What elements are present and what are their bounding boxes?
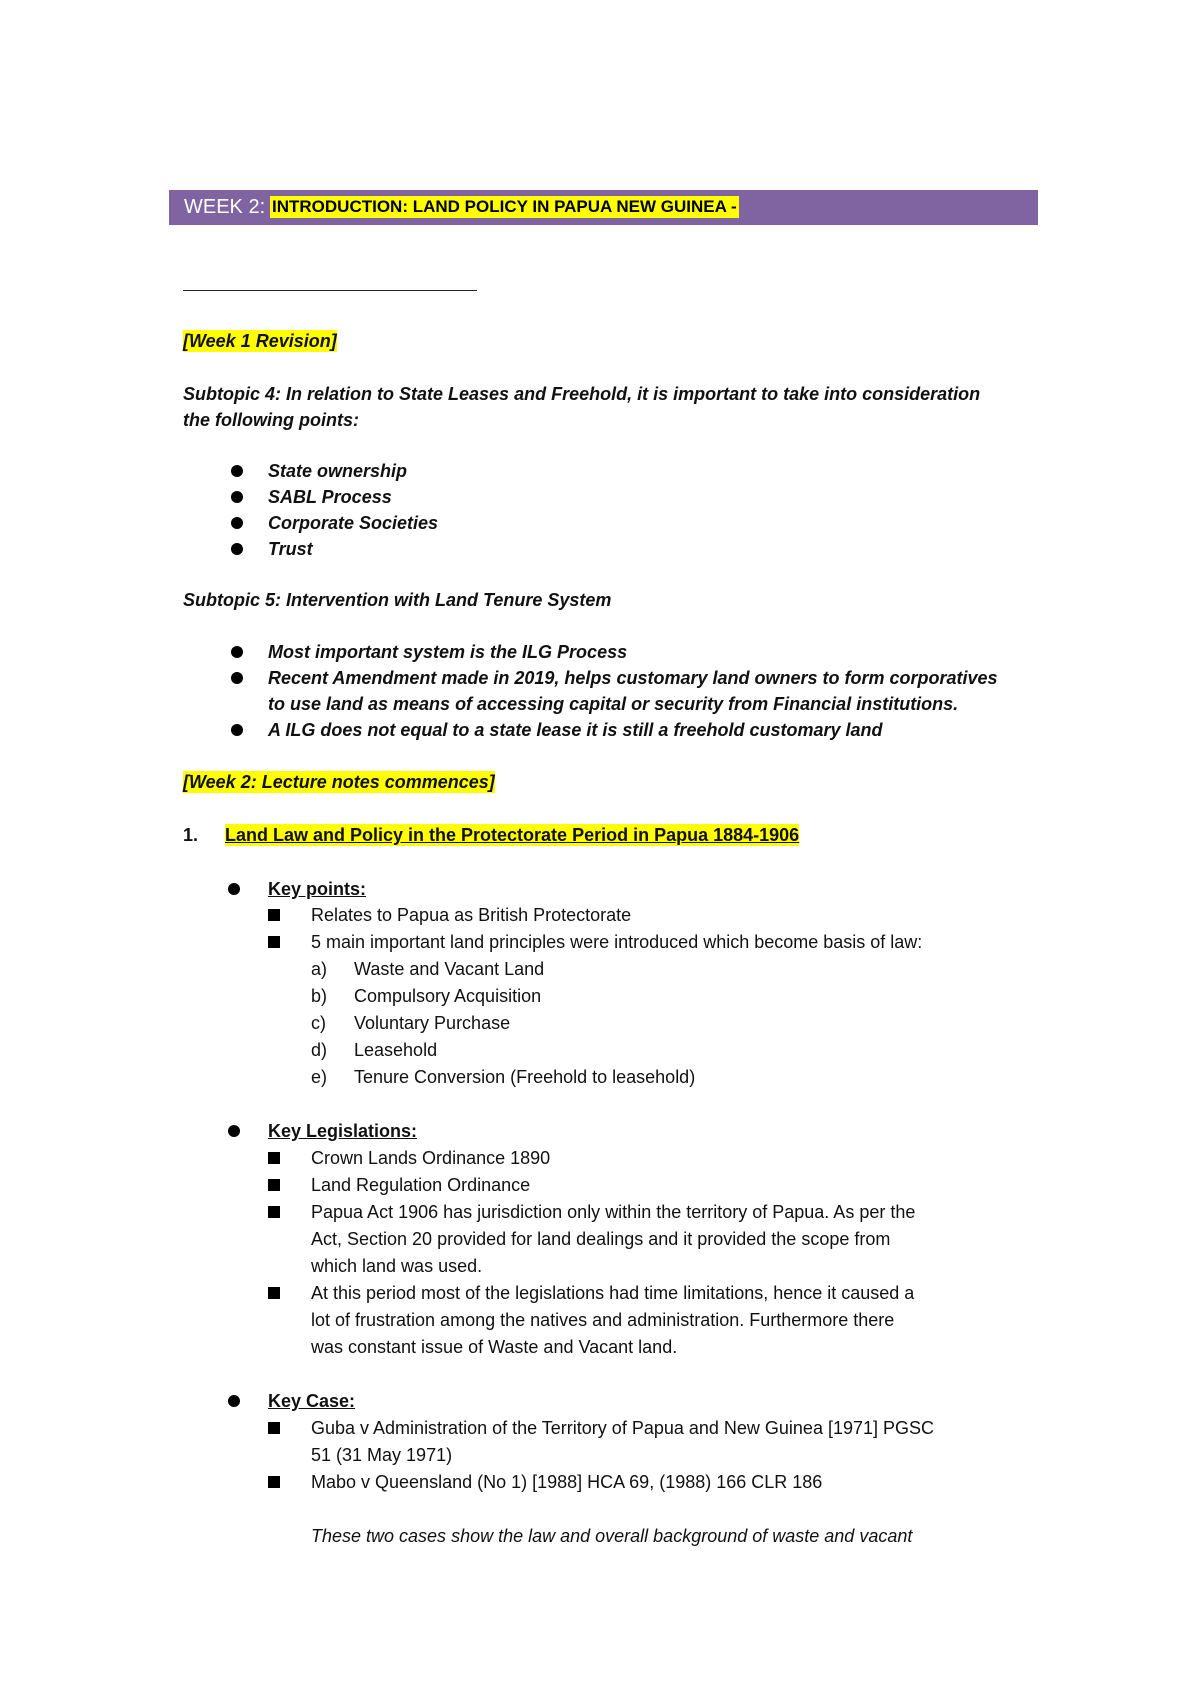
bullet-icon [231,724,243,736]
principle-letter: d) [311,1040,328,1060]
bullet-icon [231,646,243,658]
bullet-icon [231,491,243,503]
legislations-label: Key Legislations: [268,1121,418,1141]
bullet-icon [231,517,243,529]
bullet-icon [228,1125,240,1137]
principle-text: Compulsory Acquisition [354,986,542,1006]
principle-text: Voluntary Purchase [354,1013,511,1033]
principle-letter: a) [311,959,328,979]
page-title: INTRODUCTION: LAND POLICY IN PAPUA NEW GUINEA - [272,197,737,216]
principle-letter: b) [311,986,328,1006]
square-bullet-icon [268,909,280,921]
lecture-heading: [Week 2: Lecture notes commences] [183,772,495,792]
square-bullet-icon [268,1179,280,1191]
list-item: Relates to Papua as British Protectorate [311,905,632,925]
list-item: Guba v Administration of the Territory of Papua and New Guinea [1971] PGSC [311,1418,935,1438]
principle-text: Waste and Vacant Land [354,959,545,979]
square-bullet-icon [268,1476,280,1488]
list-item: Corporate Societies [268,513,439,533]
list-item: Papua Act 1906 has jurisdiction only within the territory of Papua. As per the [311,1202,916,1222]
square-bullet-icon [268,1422,280,1434]
list-item: Recent Amendment made in 2019, helps customary land owners to form corporatives [268,668,998,688]
square-bullet-icon [268,1287,280,1299]
square-bullet-icon [268,1152,280,1164]
list-item: Mabo v Queensland (No 1) [1988] HCA 69, (1988) 166 CLR 186 [311,1472,823,1492]
list-item: Crown Lands Ordinance 1890 [311,1148,551,1168]
list-item-continuation: Act, Section 20 provided for land dealings and it provided the scope from [311,1229,891,1249]
bullet-icon [228,1395,240,1407]
separator-line [183,290,477,291]
list-item-continuation: lot of frustration among the natives and administration. Furthermore there [311,1310,895,1330]
list-item-continuation: which land was used. [311,1256,483,1276]
subtopic5-heading: Subtopic 5: Intervention with Land Tenure System [183,590,612,610]
list-item: Most important system is the ILG Process [268,642,628,662]
list-item: 5 main important land principles were introduced which become basis of law: [311,932,923,952]
bullet-icon [231,543,243,555]
week-label: WEEK 2: [184,196,266,218]
week-banner [169,190,1038,225]
square-bullet-icon [268,1206,280,1218]
revision-heading: [Week 1 Revision] [183,331,337,351]
cases-note: These two cases show the law and overall background of waste and vacant [311,1526,913,1546]
list-item-continuation: to use land as means of accessing capital or security from Financial institutions. [268,694,959,714]
square-bullet-icon [268,936,280,948]
principle-letter: e) [311,1067,328,1087]
list-item: Land Regulation Ordinance [311,1175,531,1195]
section-title: Land Law and Policy in the Protectorate Period in Papua 1884-1906 [225,825,800,845]
list-item: State ownership [268,461,408,481]
subtopic4-text-line2: the following points: [183,410,359,430]
principle-text: Tenure Conversion (Freehold to leasehold) [354,1067,696,1087]
principle-letter: c) [311,1013,326,1033]
bullet-icon [231,465,243,477]
list-item: A ILG does not equal to a state lease it is still a freehold customary land [268,720,883,740]
section-number: 1. [183,825,199,845]
list-item-continuation: was constant issue of Waste and Vacant land. [311,1337,678,1357]
list-item: Trust [268,539,313,559]
list-item-continuation: 51 (31 May 1971) [311,1445,453,1465]
bullet-icon [231,672,243,684]
principle-text: Leasehold [354,1040,438,1060]
key-points-label: Key points: [268,879,367,899]
subtopic4-text-line1: Subtopic 4: In relation to State Leases and Freehold, it is important to take into consideration [183,384,981,404]
case-label: Key Case: [268,1391,356,1411]
list-item: At this period most of the legislations had time limitations, hence it caused a [311,1283,915,1303]
list-item: SABL Process [268,487,392,507]
bullet-icon [228,883,240,895]
